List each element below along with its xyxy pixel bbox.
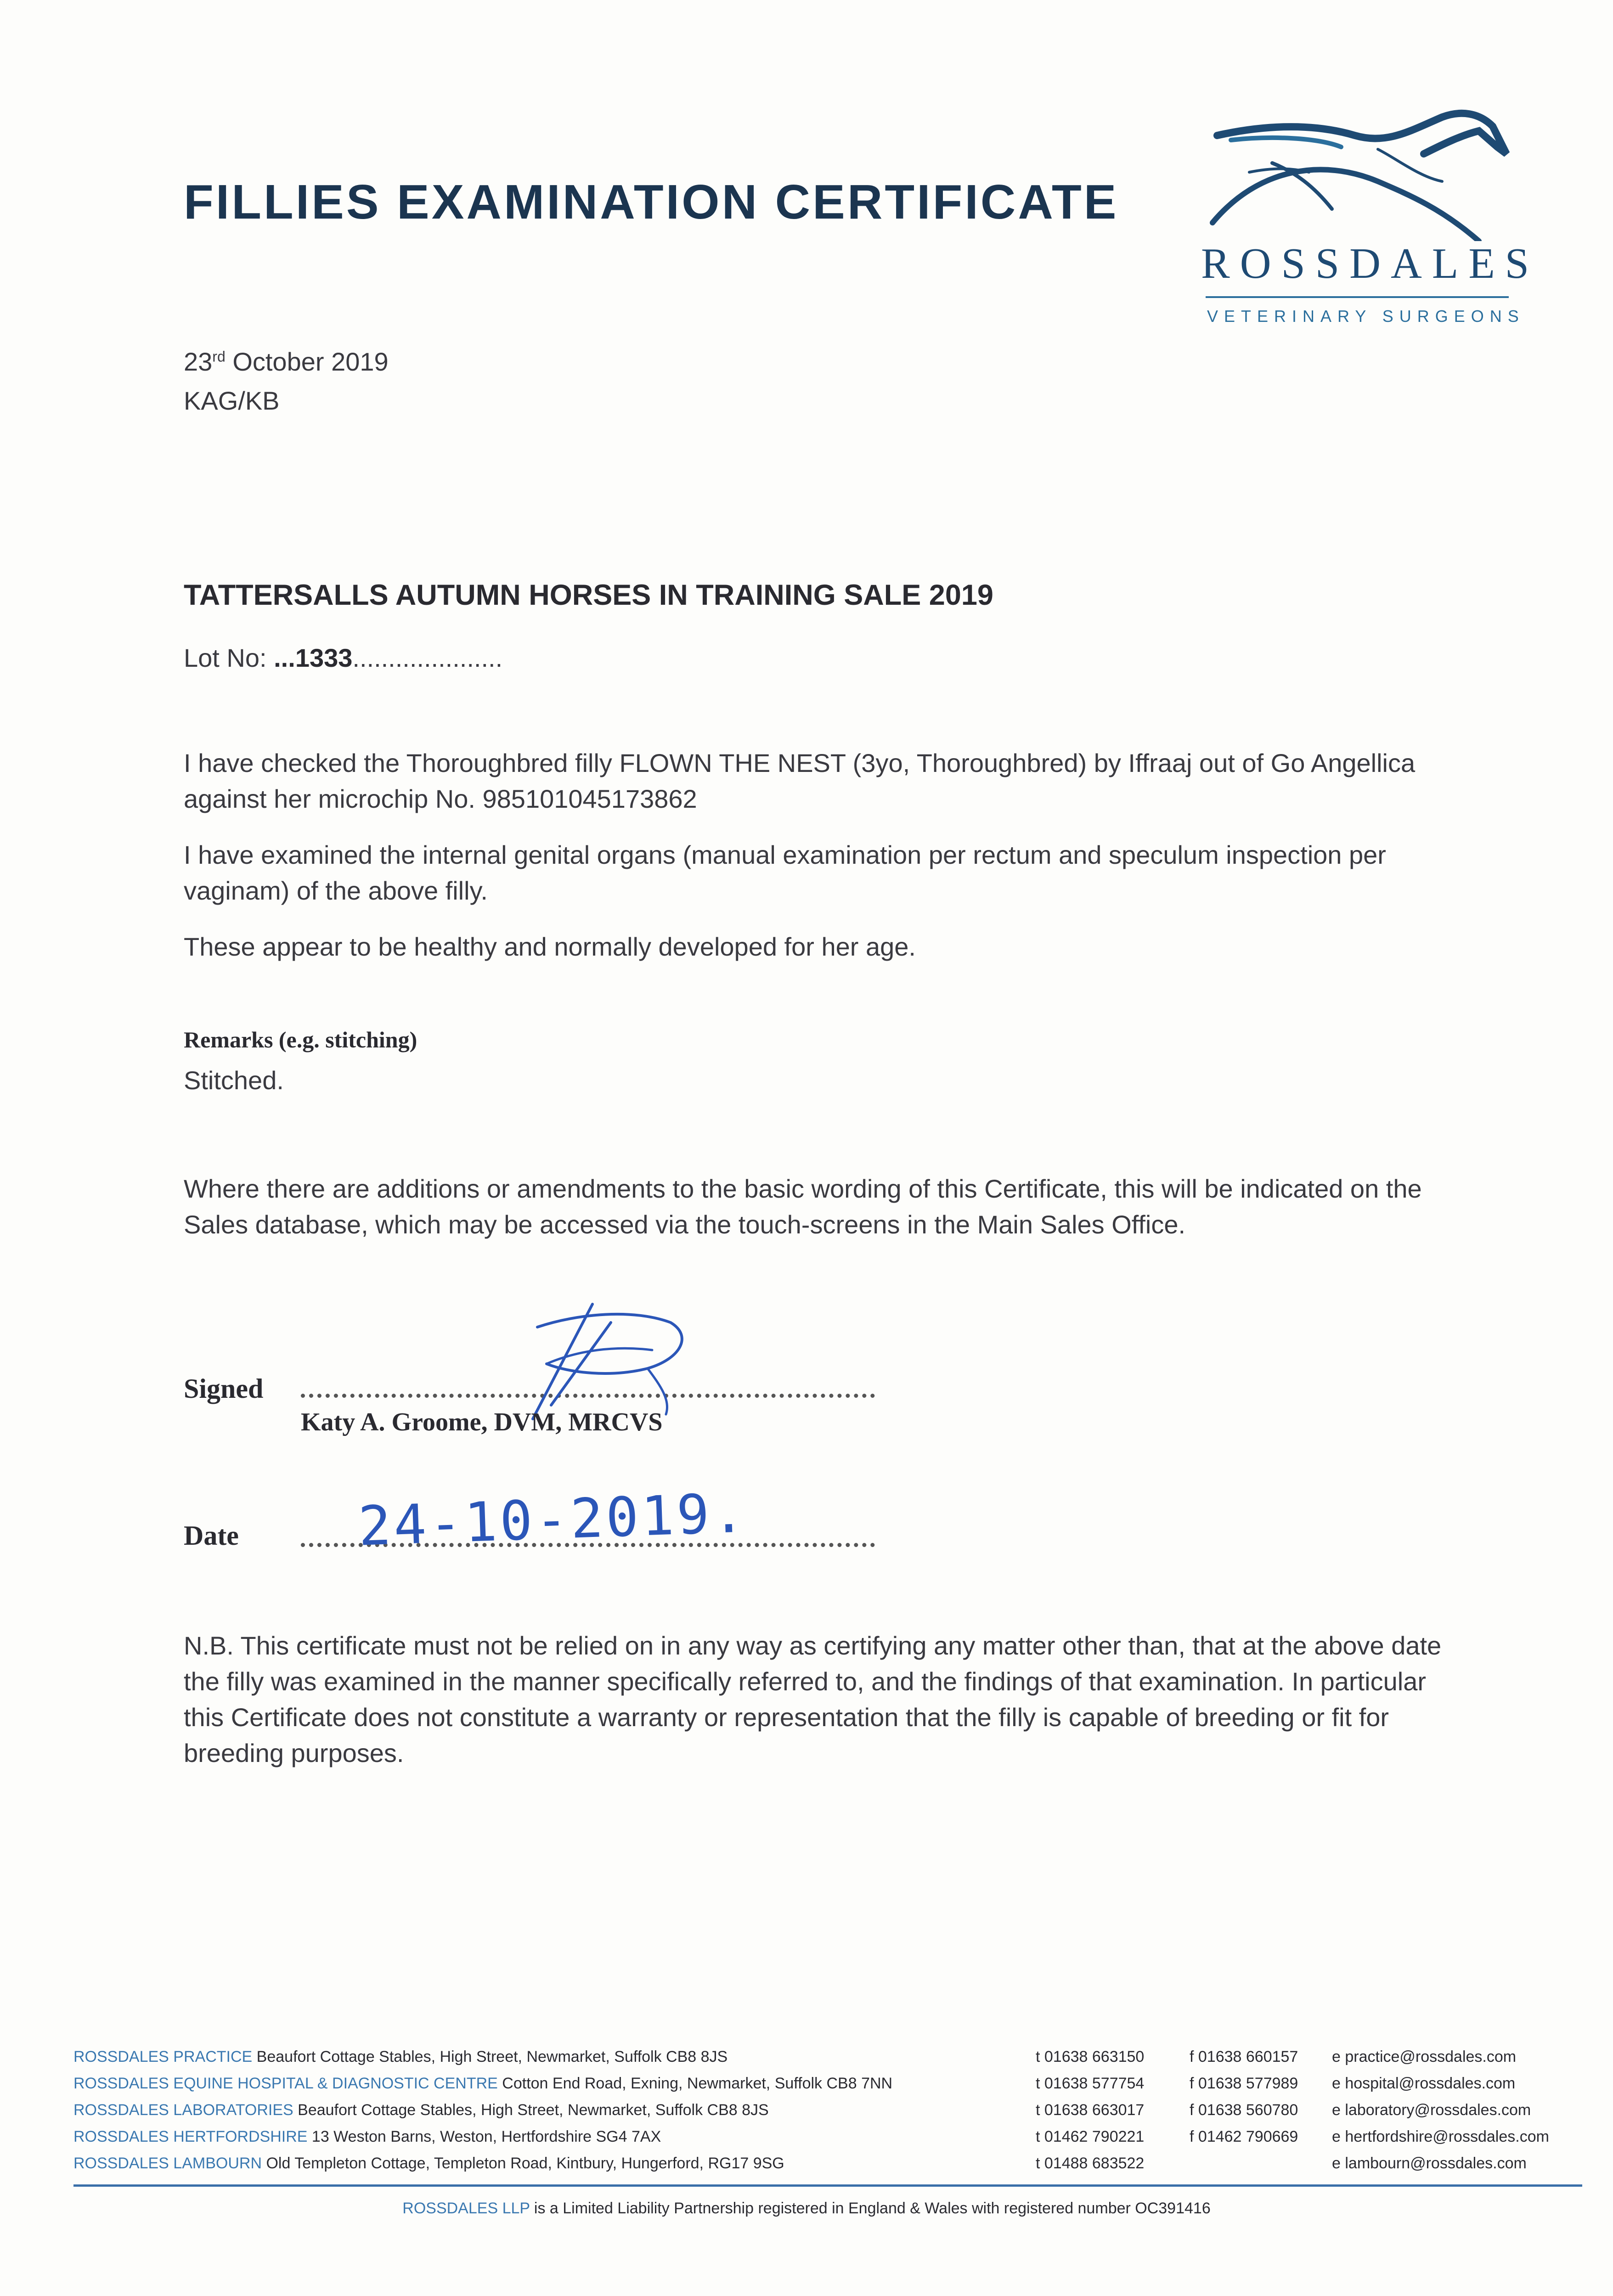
footer-address: Beaufort Cottage Stables, High Street, Newmarket, Suffolk CB8 8JS — [256, 2048, 728, 2065]
lot-number-line — [184, 643, 502, 673]
footer-address: Old Templeton Cottage, Templeton Road, Kintbury, Hungerford, RG17 9SG — [266, 2155, 784, 2172]
footer-email: e hospital@rossdales.com — [1332, 2075, 1516, 2092]
footer-divider — [73, 2184, 1582, 2187]
logo-wordmark: ROSSDALES — [1201, 240, 1540, 287]
footer-email: e hertfordshire@rossdales.com — [1332, 2128, 1549, 2145]
lot-prefix-dots: ... — [274, 643, 295, 672]
llp-text: is a Limited Liability Partnership registered in England & Wales with registered number OC391416 — [534, 2200, 1211, 2217]
letter-date — [184, 347, 389, 377]
footer-phone: t 01638 663150 — [1036, 2048, 1145, 2065]
remarks-label: Remarks (e.g. stitching) — [184, 1027, 417, 1052]
footer-row — [73, 2128, 661, 2146]
footer-org: ROSSDALES LABORATORIES — [73, 2101, 293, 2119]
footer-org: ROSSDALES EQUINE HOSPITAL & DIAGNOSTIC CENTRE — [73, 2075, 498, 2092]
footer-address: Beaufort Cottage Stables, High Street, Newmarket, Suffolk CB8 8JS — [298, 2101, 769, 2119]
sale-heading: TATTERSALLS AUTUMN HORSES IN TRAINING SALE 2019 — [184, 579, 993, 611]
footer-fax: f 01638 577989 — [1190, 2075, 1298, 2092]
findings-paragraph: These appear to be healthy and normally developed for her age. — [184, 932, 916, 961]
footer-phone: t 01488 683522 — [1036, 2155, 1145, 2172]
handwritten-date: 24-10-2019. — [357, 1481, 749, 1558]
footer-fax: f 01638 660157 — [1190, 2048, 1298, 2065]
lot-suffix-dots: ..................... — [352, 643, 503, 672]
signer-name: Katy A. Groome, DVM, MRCVS — [301, 1408, 663, 1436]
date-label: Date — [184, 1520, 239, 1551]
llp-org: ROSSDALES LLP — [402, 2200, 530, 2217]
footer-org: ROSSDALES HERTFORDSHIRE — [73, 2128, 308, 2145]
logo-subtitle: VETERINARY SURGEONS — [1207, 307, 1525, 326]
footer-fax: f 01462 790669 — [1190, 2128, 1298, 2145]
certificate-title: FILLIES EXAMINATION CERTIFICATE — [184, 175, 1119, 229]
footer-row — [73, 2075, 892, 2093]
examination-paragraph: I have examined the internal genital organs (manual examination per rectum and speculum inspection per vaginam) of the above filly. — [184, 840, 1386, 905]
signed-label: Signed — [184, 1373, 264, 1404]
llp-statement — [0, 2200, 1613, 2217]
logo-divider — [1206, 296, 1509, 298]
footer-email: e lambourn@rossdales.com — [1332, 2155, 1527, 2172]
footer-email: e laboratory@rossdales.com — [1332, 2101, 1531, 2119]
footer-address: 13 Weston Barns, Weston, Hertfordshire SG4 7AX — [311, 2128, 661, 2145]
identity-paragraph: I have checked the Thoroughbred filly FLOWN THE NEST (3yo, Thoroughbred) by Iffraaj out of Go Angellica against her microchip No. 985101045173862 — [184, 748, 1416, 813]
rossdales-horse-logo-icon — [1203, 103, 1511, 241]
footer-org: ROSSDALES PRACTICE — [73, 2048, 253, 2065]
reference-code: KAG/KB — [184, 386, 280, 415]
footer-email: e practice@rossdales.com — [1332, 2048, 1517, 2065]
footer-fax: f 01638 560780 — [1190, 2101, 1298, 2119]
footer-phone: t 01638 577754 — [1036, 2075, 1145, 2092]
amendments-paragraph: Where there are additions or amendments to the basic wording of this Certificate, this will be indicated on the Sales database, which may be accessed via the touch-screens in the Main Sales Office. — [184, 1174, 1422, 1239]
footer-row — [73, 2155, 784, 2172]
date-rest: October 2019 — [232, 347, 389, 376]
footer-phone: t 01638 663017 — [1036, 2101, 1145, 2119]
date-suffix: rd — [212, 348, 226, 365]
lot-label: Lot No: — [184, 643, 267, 672]
lot-number: 1333 — [295, 643, 353, 672]
footer-address: Cotton End Road, Exning, Newmarket, Suffolk CB8 7NN — [502, 2075, 893, 2092]
footer-row — [73, 2048, 728, 2066]
date-day: 23 — [184, 347, 213, 376]
footer-org: ROSSDALES LAMBOURN — [73, 2155, 262, 2172]
footer-row — [73, 2101, 769, 2119]
disclaimer-paragraph: N.B. This certificate must not be relied on in any way as certifying any matter other than, that at the above date the filly was examined in the manner specifically referred to, and the findings of that examination. In particular this Certificate does not constitute a warranty or representation that the filly is capable of breeding or fit for breeding purposes. — [184, 1631, 1442, 1767]
remarks-value: Stitched. — [184, 1066, 284, 1095]
footer-phone: t 01462 790221 — [1036, 2128, 1145, 2145]
